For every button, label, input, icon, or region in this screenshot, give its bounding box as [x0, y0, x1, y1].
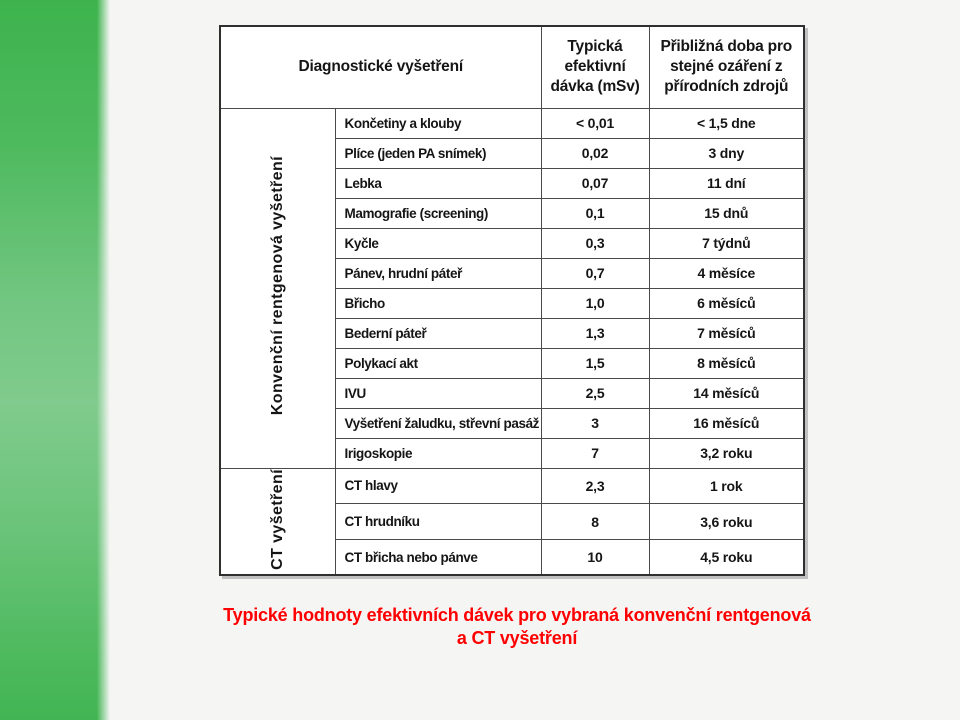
exam-name-cell: Polykací akt [335, 348, 541, 378]
time-value-cell: 8 měsíců [649, 348, 804, 378]
dose-value-cell: 0,3 [541, 228, 649, 258]
caption-line-2: a CT vyšetření [456, 628, 578, 648]
exam-name-cell: CT hlavy [335, 468, 541, 504]
exam-name-cell: CT břicha nebo pánve [335, 540, 541, 576]
dose-value-cell: 7 [541, 438, 649, 468]
table-row [220, 108, 804, 138]
exam-name-cell: Bederní páteř [335, 318, 541, 348]
dose-value-cell: 2,5 [541, 378, 649, 408]
exam-name-cell: Pánev, hrudní páteř [335, 258, 541, 288]
time-value-cell: 3,6 roku [649, 504, 804, 540]
time-value-cell: 6 měsíců [649, 288, 804, 318]
green-accent-stripe [0, 0, 110, 720]
dose-value-cell: 3 [541, 408, 649, 438]
time-value-cell: 1 rok [649, 468, 804, 504]
time-value-cell: 15 dnů [649, 198, 804, 228]
time-value-cell: 3,2 roku [649, 438, 804, 468]
exam-name-cell: Plíce (jeden PA snímek) [335, 138, 541, 168]
dose-value-cell: 10 [541, 540, 649, 576]
exam-name-cell: Lebka [335, 168, 541, 198]
time-value-cell: 14 měsíců [649, 378, 804, 408]
dose-value-cell: 0,7 [541, 258, 649, 288]
exam-name-cell: Irigoskopie [335, 438, 541, 468]
exam-name-cell: IVU [335, 378, 541, 408]
dose-value-cell: 0,1 [541, 198, 649, 228]
header-effective-dose: Typická efektivní dávka (mSv) [541, 26, 649, 108]
time-value-cell: 7 týdnů [649, 228, 804, 258]
dose-value-cell: 8 [541, 504, 649, 540]
time-value-cell: < 1,5 dne [649, 108, 804, 138]
exam-name-cell: Mamografie (screening) [335, 198, 541, 228]
exam-name-cell: Vyšetření žaludku, střevní pasáž [335, 408, 541, 438]
header-equivalent-natural-exposure: Přibližná doba pro stejné ozáření z přírodních zdrojů [649, 26, 804, 108]
exam-name-cell: CT hrudníku [335, 504, 541, 540]
exam-name-cell: Kyčle [335, 228, 541, 258]
time-value-cell: 16 měsíců [649, 408, 804, 438]
time-value-cell: 4 měsíce [649, 258, 804, 288]
exam-name-cell: Končetiny a klouby [335, 108, 541, 138]
time-value-cell: 7 měsíců [649, 318, 804, 348]
dose-value-cell: 1,5 [541, 348, 649, 378]
exam-name-cell: Břicho [335, 288, 541, 318]
section-label-text: Konvenční rentgenová vyšetření [268, 155, 286, 416]
table-row [220, 468, 804, 504]
dose-value-cell: 1,0 [541, 288, 649, 318]
table-header-row [220, 26, 804, 108]
dose-value-cell: 0,07 [541, 168, 649, 198]
dose-value-cell: 2,3 [541, 468, 649, 504]
section-label-cell [220, 468, 335, 575]
dose-value-cell: < 0,01 [541, 108, 649, 138]
section-label-text: CT vyšetření [268, 468, 286, 570]
header-diagnostic-exam: Diagnostické vyšetření [220, 26, 541, 108]
time-value-cell: 11 dní [649, 168, 804, 198]
dose-table [219, 25, 805, 576]
dose-value-cell: 0,02 [541, 138, 649, 168]
slide-caption [117, 604, 917, 650]
caption-line-1: Typické hodnoty efektivních dávek pro vybraná konvenční rentgenová [223, 605, 811, 625]
time-value-cell: 4,5 roku [649, 540, 804, 576]
time-value-cell: 3 dny [649, 138, 804, 168]
section-label-cell [220, 108, 335, 468]
dose-value-cell: 1,3 [541, 318, 649, 348]
